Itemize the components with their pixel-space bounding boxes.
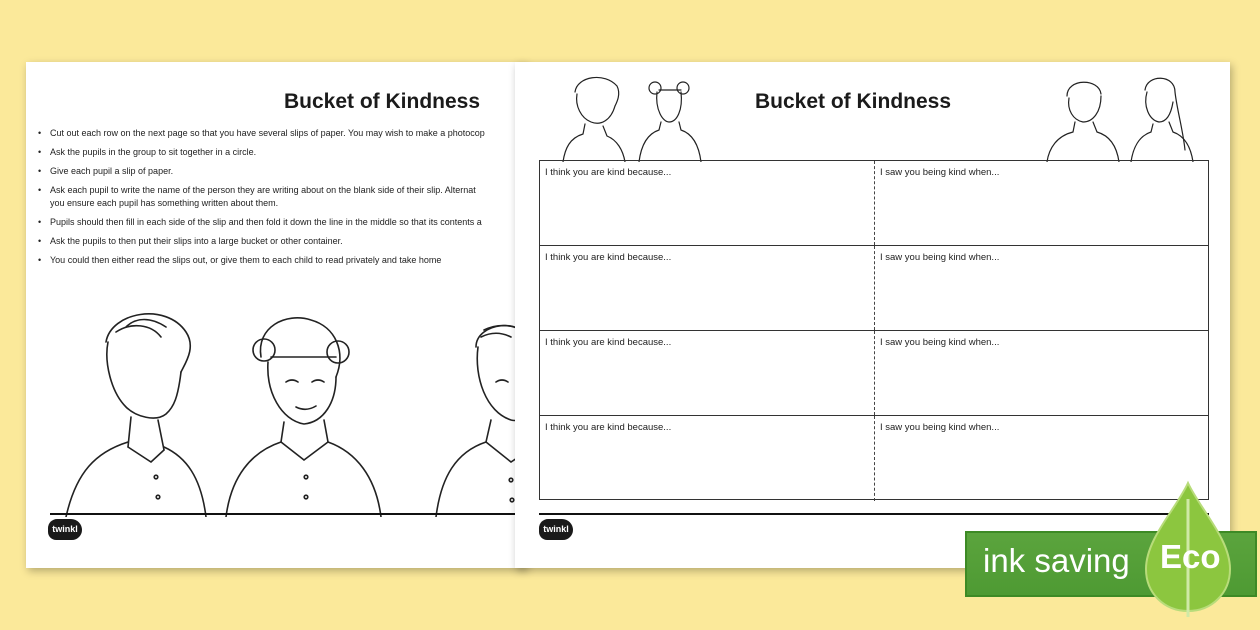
list-item: • Ask the pupils to then put their slips into a large bucket or other container. — [38, 236, 343, 246]
slip-prompt-kind-because: I think you are kind because... — [540, 161, 875, 245]
slip-prompt-kind-because: I think you are kind because... — [540, 331, 875, 415]
slip-prompt-saw-kind: I saw you being kind when... — [880, 337, 1000, 348]
footer-divider — [50, 513, 526, 515]
children-illustration — [56, 302, 526, 517]
footer-divider — [539, 513, 1209, 515]
list-item: • Ask each pupil to write the name of the person they are writing about on the blank side of their slip. Alternat — [38, 185, 476, 195]
page-title: Bucket of Kindness — [284, 90, 481, 113]
list-item: • Give each pupil a slip of paper. — [38, 166, 174, 176]
table-row — [540, 416, 1208, 501]
list-item: • Cut out each row on the next page so that you have several slips of paper. You may wish to make a photocop — [38, 128, 485, 138]
table-row — [540, 161, 1208, 246]
slip-prompt-saw-kind: I saw you being kind when... — [880, 167, 1000, 178]
list-item: • Pupils should then fill in each side of the slip and then fold it down the line in the middle so that its contents a — [38, 217, 482, 227]
children-illustration — [1035, 70, 1195, 162]
slip-prompt-kind-because: I think you are kind because... — [540, 416, 875, 501]
list-item: • Ask the pupils in the group to sit together in a circle. — [38, 147, 257, 157]
slips-page — [515, 62, 1230, 568]
kindness-slips-table — [539, 160, 1209, 500]
instructions-list — [34, 128, 526, 274]
children-illustration — [555, 70, 715, 162]
instructions-page — [26, 62, 526, 568]
slip-prompt-saw-kind: I saw you being kind when... — [880, 252, 1000, 263]
slip-prompt-saw-kind: I saw you being kind when... — [880, 422, 1000, 433]
eco-label: Eco — [1160, 538, 1221, 575]
twinkl-logo-icon: twinkl — [539, 519, 573, 540]
list-item: you ensure each pupil has something written about them. — [50, 198, 279, 208]
table-row — [540, 331, 1208, 416]
ink-saving-label: ink saving — [983, 542, 1130, 579]
table-row — [540, 246, 1208, 331]
slip-prompt-kind-because: I think you are kind because... — [540, 246, 875, 330]
page-title: Bucket of Kindness — [755, 90, 952, 113]
twinkl-logo-icon: twinkl — [48, 519, 82, 540]
list-item: • You could then either read the slips out, or give them to each child to read privately and take home — [38, 255, 442, 265]
